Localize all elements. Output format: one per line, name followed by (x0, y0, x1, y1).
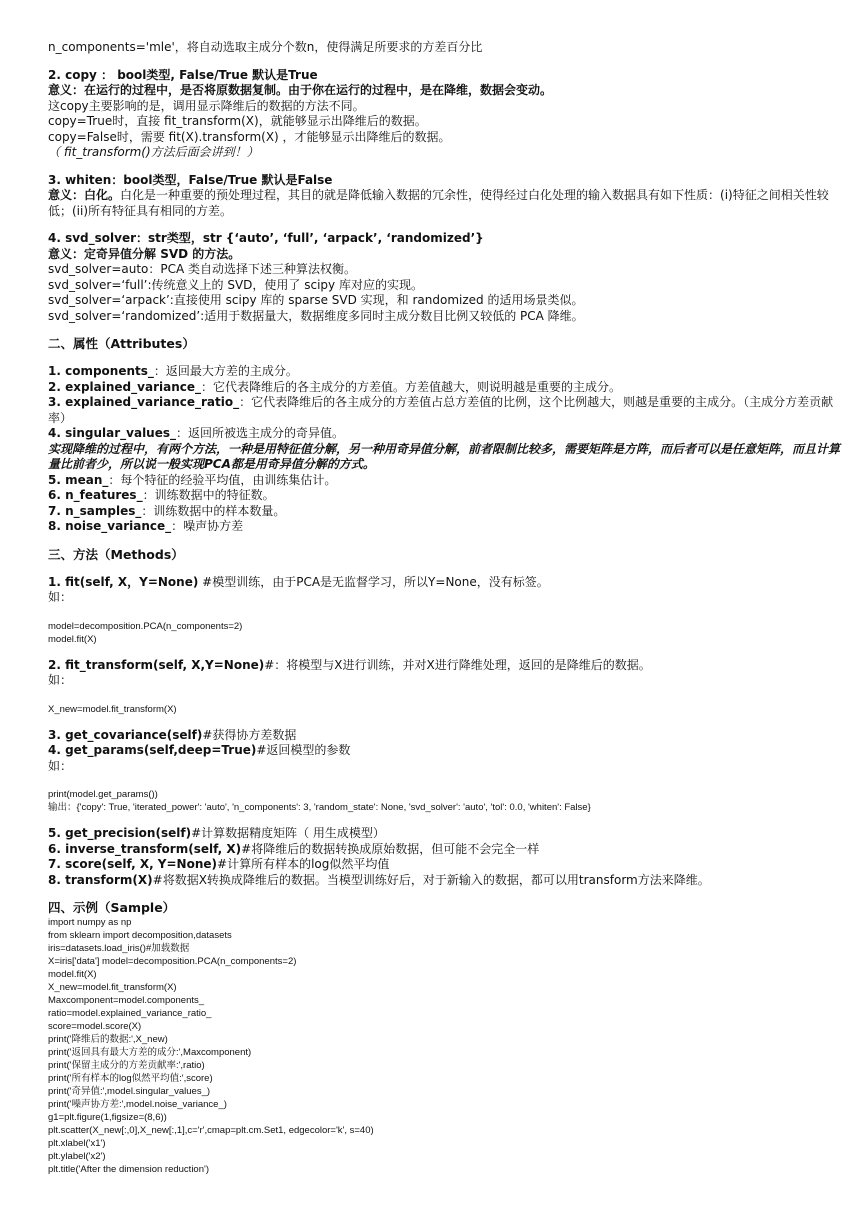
attribute-item: 8. noise_variance_：噪声协方差 (48, 519, 244, 533)
method-item: 8. transform(X)#将数据X转换成降维后的数据。当模型训练好后，对于新输入的数据，都可以用transform方法来降维。 (48, 872, 710, 887)
method-item: 3. get_covariance(self)#获得协方差数据 (48, 727, 297, 742)
sample-code-line: plt.ylabel('x2') (48, 1151, 106, 1162)
sample-code-line: print('所有样本的log似然平均值:',score) (48, 1073, 213, 1084)
code-line: X_new=model.fit_transform(X) (48, 703, 177, 715)
param-svd-meaning: 意义：定奇异值分解 SVD 的方法。 (48, 246, 241, 261)
sample-code-line: g1=plt.figure(1,figsize=(8,6)) (48, 1112, 167, 1123)
sample-code-line: ratio=model.explained_variance_ratio_ (48, 1008, 212, 1019)
param-copy-heading: 2. copy ： bool类型, False/True 默认是True (48, 67, 318, 82)
sample-title: 四、示例（Sample） (48, 900, 176, 915)
sample-code-block (48, 916, 848, 1176)
sample-code-line: Maxcomponent=model.components_ (48, 995, 205, 1006)
method-item: 7. score(self, X, Y=None)#计算所有样本的log似然平均值 (48, 857, 390, 871)
sample-code-line: plt.title('After the dimension reduction') (48, 1164, 209, 1175)
example-label: 如： (48, 590, 73, 604)
attribute-item: 5. mean_：每个特征的经验平均值，由训练集估计。 (48, 472, 337, 487)
method-item: 5. get_precision(self)#计算数据精度矩阵（ 用生成模型） (48, 826, 385, 840)
method-item: 1. fit(self, X，Y=None) #模型训练，由于PCA是无监督学习，所以Y=None，没有标签。 (48, 574, 549, 589)
param-whiten-heading: 3. whiten：bool类型，False/True 默认是False (48, 172, 333, 187)
param-copy-line: 这copy主要影响的是，调用显示降维后的数据的方法不同。 (48, 98, 365, 113)
param-copy-line: copy=False时，需要 fit(X).transform(X) ，才能够显示出降维后的数据。 (48, 129, 451, 144)
code-line: 输出：{'copy': True, 'iterated_power': 'auto', 'n_components': 3, 'random_state': None, 'svd_solver': 'auto', 'tol': 0.0, 'whiten': False} (48, 802, 591, 813)
sample-code-line: X_new=model.fit_transform(X) (48, 982, 177, 993)
sample-code-line: print('保留主成分的方差贡献率:',ratio) (48, 1060, 205, 1071)
param-svd-heading: 4. svd_solver：str类型，str {‘auto’, ‘full’, ‘arpack’, ‘randomized’} (48, 231, 484, 245)
attribute-note: 实现降维的过程中，有两个方法，一种是用特征值分解，另一种用奇异值分解，前者限制比较多，需要矩阵是方阵，而后者可以是任意矩阵，而且计算量比前者少，所以说一般实现PCA都是用奇异值分解的方式。 (48, 441, 841, 471)
sample-code-line: X=iris['data'] model=decomposition.PCA(n_components=2) (48, 956, 297, 967)
sample-code-line: print('噪声协方差:',model.noise_variance_) (48, 1099, 227, 1110)
sample-code-line: score=model.score(X) (48, 1021, 142, 1032)
param-copy-meaning: 意义：在运行的过程中，是否将原数据复制。由于你在运行的过程中，是在降维，数据会变动。 (48, 83, 553, 97)
attribute-item: 3. explained_variance_ratio_：它代表降维后的各主成分的方差值占总方差值的比例，这个比例越大，则越是重要的主成分。（主成分方差贡献率） (48, 395, 834, 425)
attribute-item: 7. n_samples_：训练数据中的样本数量。 (48, 503, 286, 518)
param-whiten-meaning: 意义：白化。白化是一种重要的预处理过程，其目的就是降低输入数据的冗余性，使得经过白化处理的输入数据具有如下性质：(i)特征之间相关性较低；(ii)所有特征具有相同的方差。 (48, 188, 829, 218)
param-copy-note: （ fit_transform()方法后面会讲到！） (48, 145, 259, 159)
sample-code-line: from sklearn import decomposition,datasets (48, 930, 232, 941)
code-line: print(model.get_params()) (48, 789, 158, 800)
example-label: 如： (48, 758, 73, 773)
sample-code-line: plt.scatter(X_new[:,0],X_new[:,1],c='r',cmap=plt.cm.Set1, edgecolor='k', s=40) (48, 1125, 374, 1136)
attribute-item: 6. n_features_：训练数据中的特征数。 (48, 488, 275, 502)
sample-code-line: model.fit(X) (48, 969, 97, 980)
param-copy-line: copy=True时，直接 fit_transform(X)，就能够显示出降维后的数据。 (48, 114, 427, 128)
param-svd-line: svd_solver=‘randomized’:适用于数据量大，数据维度多同时主成分数目比例又较低的 PCA 降维。 (48, 308, 584, 323)
sample-code-line: plt.xlabel('x1') (48, 1138, 106, 1149)
sample-code-line: print('返回具有最大方差的成分:',Maxcomponent) (48, 1047, 252, 1058)
attributes-title: 二、属性（Attributes） (48, 336, 195, 351)
method-item: 4. get_params(self,deep=True)#返回模型的参数 (48, 743, 351, 757)
methods-title: 三、方法（Methods） (48, 546, 184, 562)
sample-code-line: print('奇异值:',model.singular_values_) (48, 1086, 211, 1097)
param-svd-line: svd_solver=auto：PCA 类自动选择下述三种算法权衡。 (48, 262, 357, 276)
param-svd-line: svd_solver=‘full’:传统意义上的 SVD，使用了 scipy 库对应的实现。 (48, 277, 423, 292)
sample-code-line: iris=datasets.load_iris()#加载数据 (48, 943, 190, 954)
attribute-item: 4. singular_values_：返回所被选主成分的奇异值。 (48, 426, 345, 440)
method-item: 2. fit_transform(self, X,Y=None)#：将模型与X进行训练，并对X进行降维处理，返回的是降维后的数据。 (48, 657, 651, 672)
param-svd-line: svd_solver=‘arpack’:直接使用 scipy 库的 sparse SVD 实现，和 randomized 的适用场景类似。 (48, 293, 584, 307)
intro-text: n_components='mle'，将自动选取主成分个数n，使得满足所要求的方差百分比 (48, 40, 483, 54)
attribute-item: 1. components_：返回最大方差的主成分。 (48, 364, 298, 378)
attribute-item: 2. explained_variance_：它代表降维后的各主成分的方差值。方差值越大，则说明越是重要的主成分。 (48, 379, 622, 394)
document-page (48, 40, 848, 1176)
example-label: 如： (48, 673, 73, 687)
code-line: model.fit(X) (48, 633, 97, 645)
method-item: 6. inverse_transform(self, X)#将降维后的数据转换成原始数据，但可能不会完全一样 (48, 841, 540, 856)
sample-code-line: print('降维后的数据:',X_new) (48, 1034, 168, 1045)
code-line: model=decomposition.PCA(n_components=2) (48, 620, 243, 632)
sample-code-line: import numpy as np (48, 917, 132, 928)
